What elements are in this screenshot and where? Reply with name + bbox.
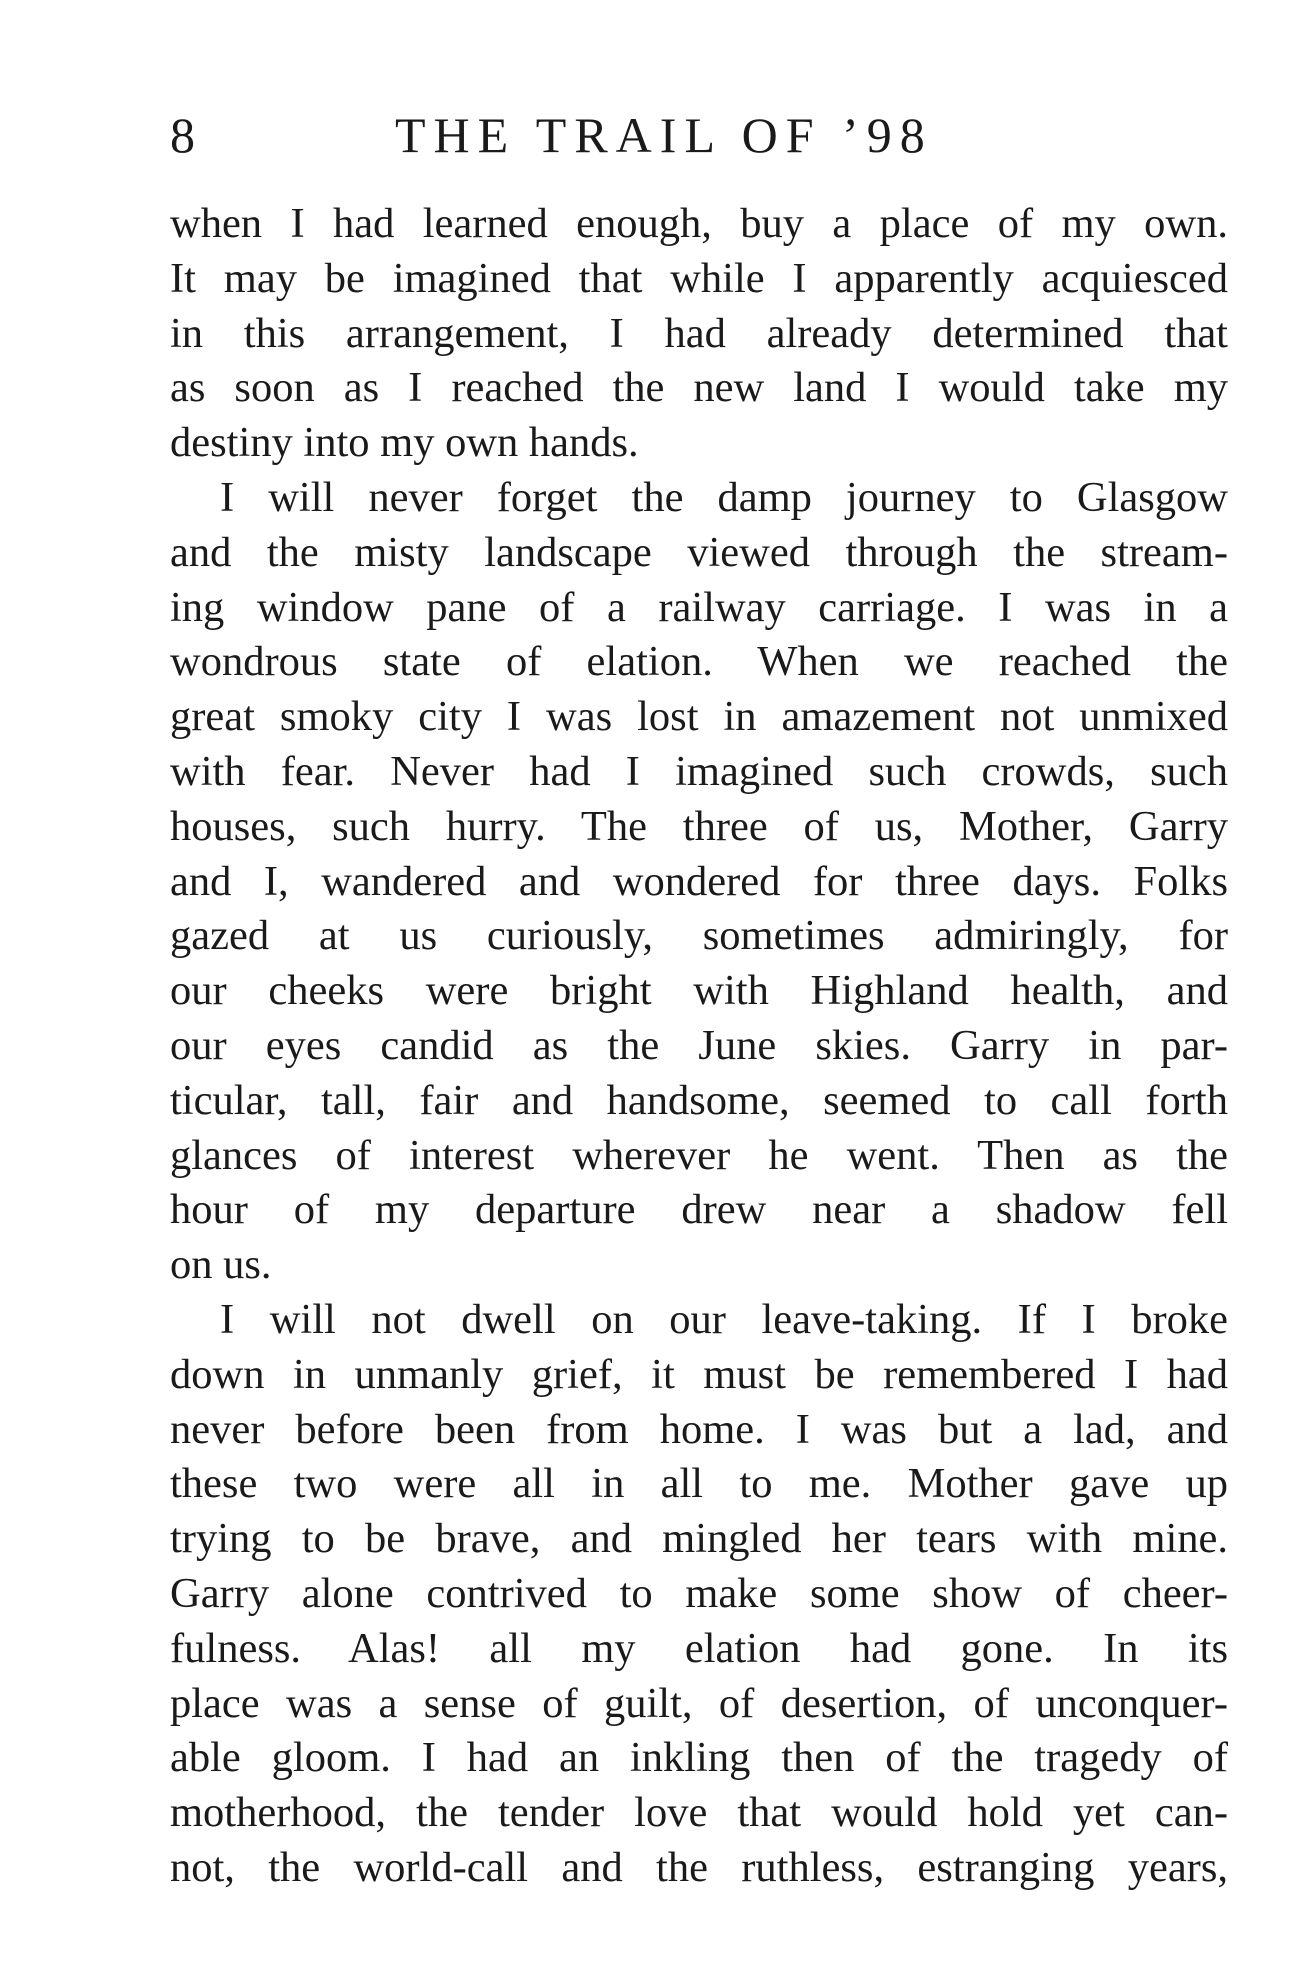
text-line: ticular, tall, fair and handsome, seemed to call forth	[170, 1076, 1228, 1124]
page-number: 8	[170, 107, 195, 163]
running-title: THE TRAIL OF ’98	[395, 107, 933, 163]
text-line: in this arrangement, I had already determined that	[170, 309, 1228, 357]
text-line: destiny into my own hands.	[170, 419, 639, 467]
text-line: not, the world-call and the ruthless, estranging years,	[170, 1843, 1228, 1891]
text-line: our cheeks were bright with Highland health, and	[170, 967, 1228, 1015]
text-line: with fear. Never had I imagined such crowds, such	[170, 747, 1228, 795]
text-line: down in unmanly grief, it must be remembered I had	[170, 1350, 1228, 1398]
text-line: and I, wandered and wondered for three days. Folks	[170, 857, 1228, 905]
text-line: as soon as I reached the new land I would take my	[170, 364, 1228, 412]
text-line: houses, such hurry. The three of us, Mother, Garry	[170, 802, 1228, 850]
text-line: these two were all in all to me. Mother gave up	[170, 1460, 1228, 1508]
text-line: Garry alone contrived to make some show of cheer-	[170, 1569, 1228, 1617]
text-line: I will not dwell on our leave-taking. If I broke	[220, 1295, 1228, 1343]
text-line: glances of interest wherever he went. Then as the	[170, 1131, 1228, 1179]
text-line: when I had learned enough, buy a place of my own.	[170, 200, 1228, 247]
text-line: never before been from home. I was but a lad, and	[170, 1405, 1228, 1453]
text-line: place was a sense of guilt, of desertion, of unconquer-	[170, 1679, 1228, 1727]
text-line: It may be imagined that while I apparently acquiesced	[170, 254, 1228, 302]
text-line: wondrous state of elation. When we reached the	[170, 638, 1228, 686]
text-line: motherhood, the tender love that would hold yet can-	[170, 1789, 1228, 1837]
text-line: great smoky city I was lost in amazement not unmixed	[170, 693, 1228, 741]
text-line: our eyes candid as the June skies. Garry in par-	[170, 1021, 1228, 1069]
body-text	[170, 197, 1228, 1896]
text-line: ing window pane of a railway carriage. I was in a	[170, 583, 1228, 631]
text-line: gazed at us curiously, sometimes admiringly, for	[170, 912, 1228, 960]
text-line: I will never forget the damp journey to Glasgow	[220, 473, 1228, 521]
text-line: and the misty landscape viewed through the stream-	[170, 528, 1228, 576]
text-line: on us.	[170, 1241, 272, 1289]
text-line: able gloom. I had an inkling then of the tragedy of	[170, 1734, 1228, 1782]
running-head	[170, 105, 1230, 165]
text-line: hour of my departure drew near a shadow fell	[170, 1186, 1228, 1234]
text-line: fulness. Alas! all my elation had gone. In its	[170, 1624, 1228, 1672]
text-line: trying to be brave, and mingled her tears with mine.	[170, 1515, 1228, 1563]
